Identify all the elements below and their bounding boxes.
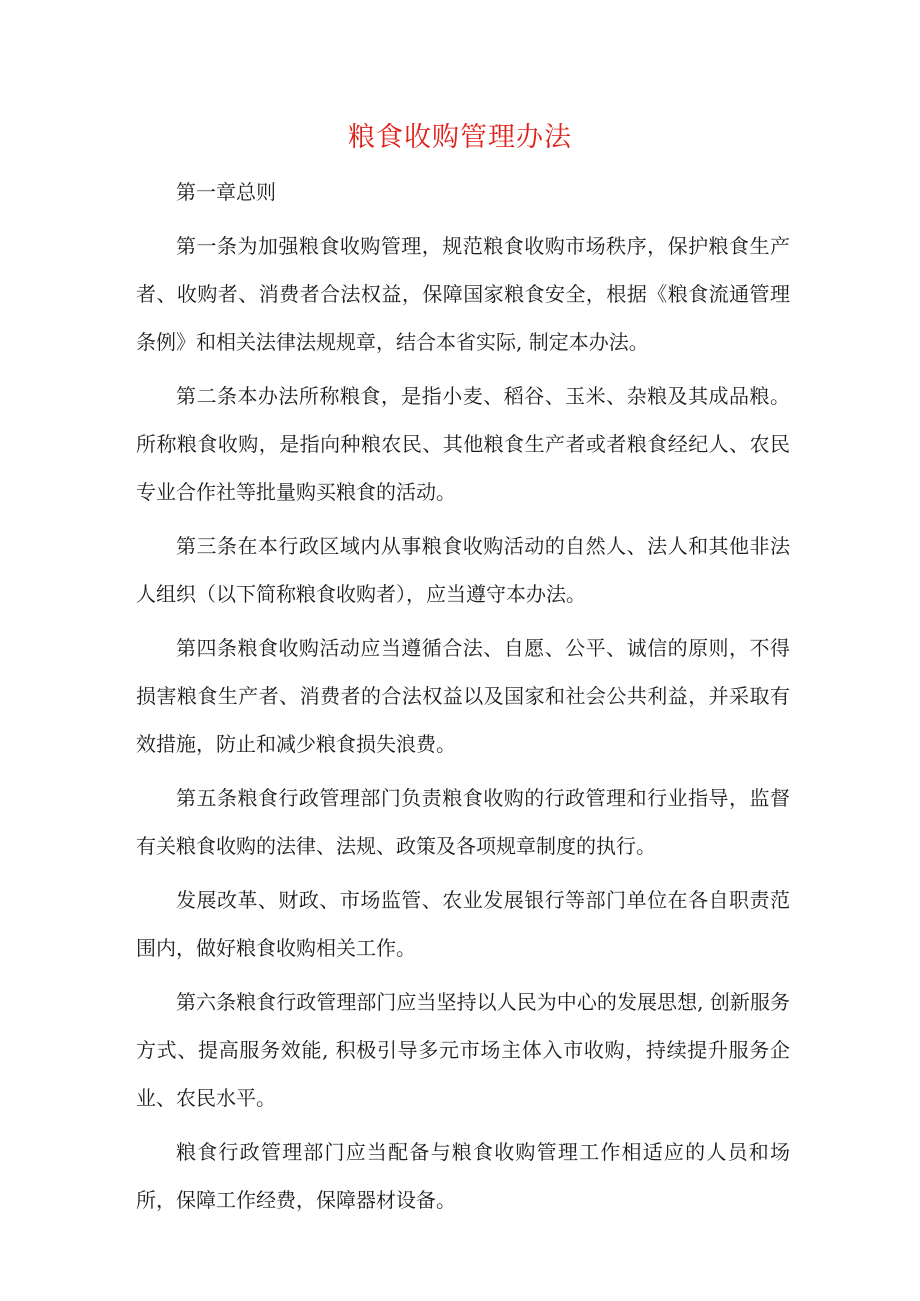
article-2: 第二条本办法所称粮食，是指小麦、稻谷、玉米、杂粮及其成品粮。所称粮食收购，是指向种粮农民、其他粮食生产者或者粮食经纪人、农民专业合作社等批量购买粮食的活动。 <box>136 384 790 504</box>
article-6: 第六条粮食行政管理部门应当坚持以人民为中心的发展思想, 创新服务方式、提高服务效能, 积极引导多元市场主体入市收购，持续提升服务企业、农民水平。 <box>136 990 790 1110</box>
article-6-continued: 粮食行政管理部门应当配备与粮食收购管理工作相适应的人员和场所，保障工作经费，保障器材设备。 <box>136 1140 790 1212</box>
article-4: 第四条粮食收购活动应当遵循合法、自愿、公平、诚信的原则，不得损害粮食生产者、消费者的合法权益以及国家和社会公共利益，并采取有效措施，防止和减少粮食损失浪费。 <box>136 636 790 756</box>
chapter-heading: 第一章总则 <box>176 180 276 204</box>
article-5: 第五条粮食行政管理部门负责粮食收购的行政管理和行业指导，监督有关粮食收购的法律、法规、政策及各项规章制度的执行。 <box>136 786 790 858</box>
article-1: 第一条为加强粮食收购管理，规范粮食收购市场秩序，保护粮食生产者、收购者、消费者合法权益，保障国家粮食安全，根据《粮食流通管理条例》和相关法律法规规章，结合本省实际, 制定本办法。 <box>136 234 790 354</box>
document-body <box>136 168 790 1224</box>
document-title: 粮食收购管理办法 <box>348 122 572 153</box>
article-3: 第三条在本行政区域内从事粮食收购活动的自然人、法人和其他非法人组织（以下简称粮食收购者），应当遵守本办法。 <box>136 534 790 606</box>
article-5-continued: 发展改革、财政、市场监管、农业发展银行等部门单位在各自职责范围内，做好粮食收购相关工作。 <box>136 888 790 960</box>
